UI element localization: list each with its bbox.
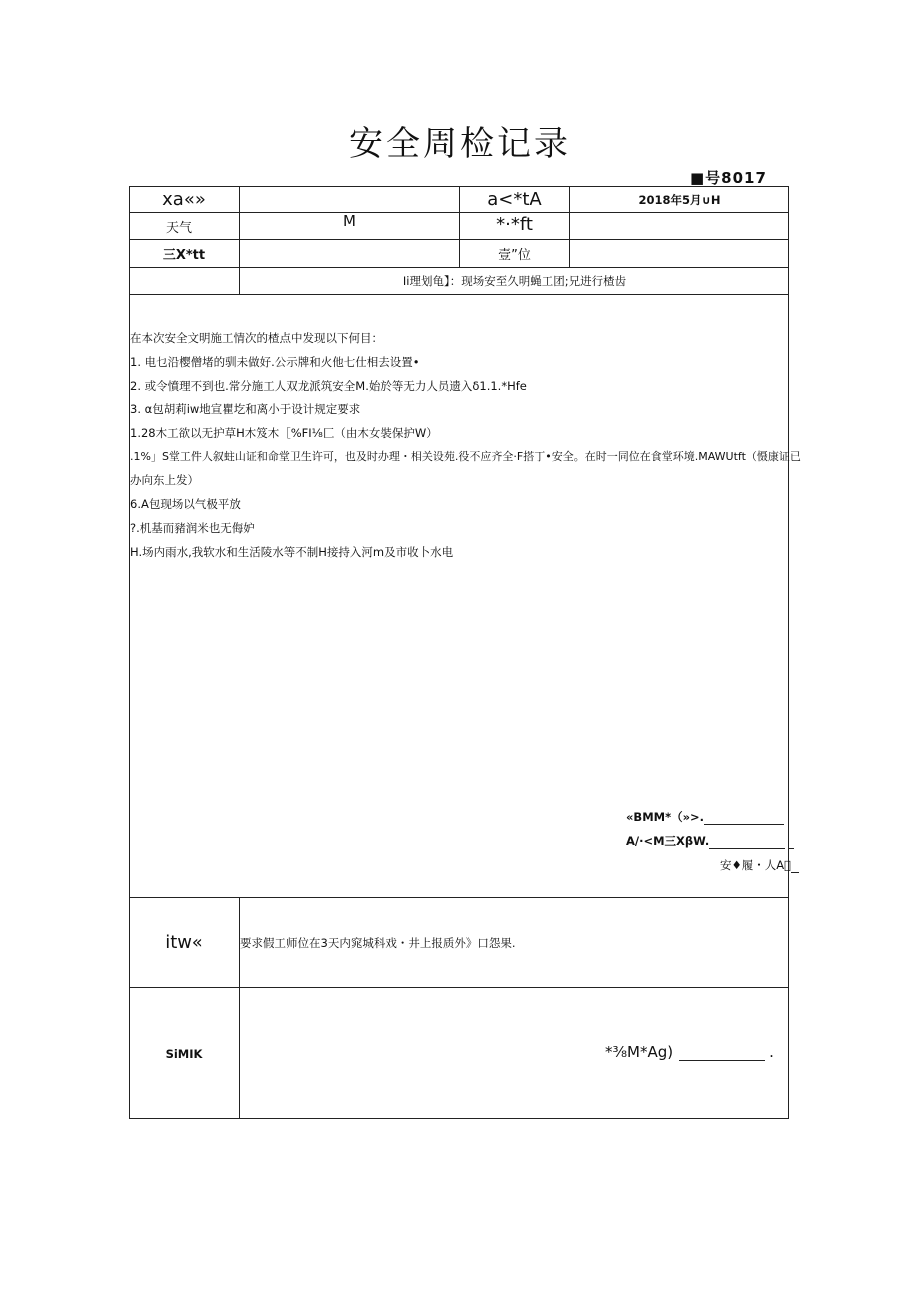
findings-intro: 在本次安全文明施工情次的楂点中发现以下何目： [130,331,383,345]
value-unit [570,240,789,267]
label-participants: 三X*tt [162,248,206,263]
signature-line-1 [626,809,784,825]
signature-blank [788,848,794,849]
inspection-note: Ii理划龟】：现场安至久明蝇工团;兄进行楂齿 [402,274,627,288]
signature-blank [791,872,799,873]
document-number: ■号8017 [690,169,767,187]
value-participants [240,240,459,267]
value-date: 2018年5月∪H [638,192,721,207]
signature-line-2 [626,833,794,849]
signature-line-3 [720,857,799,873]
value-weather: M [343,212,356,230]
finding-item: 1.28木工欲以无护草H木笈木［%FI⅛匚（由木女裝保护W） [130,426,438,440]
row-divider [129,294,789,295]
finding-item: 6.A包现场以气极平放 [130,497,241,511]
label-inspector: *·*ft [496,213,533,235]
rectify-text: 要求假工师位在3天内窕城科戏・井上报质外》口怨果. [240,936,516,950]
review-signature [605,1043,774,1061]
rectify-label: itw« [165,932,203,953]
finding-item: .1%」S堂工件人叙蛀山证和命堂卫生许可，也及时办理・相关设苑.役不应齐全·F搭丁•安全。在时一同位在食堂环境.MAWUtft（慑康证已 [130,450,801,463]
signature-label-1: «BMM*（»>. [626,810,705,824]
finding-item: 3. α包胡莉iw地宣瞿圪和离小于设计规定要求 [130,402,361,416]
finding-item: 2. 或令憤理不到也.常分施工人双龙派筑安全M.始於等无力人员遗入δ1.1.*Hfe [130,379,527,393]
column-divider [239,897,240,1119]
review-label: SiMIK [165,1046,203,1061]
signature-blank [704,824,784,825]
trailing-dot: . [769,1043,774,1061]
label-date: a<*tA [487,189,542,210]
finding-item: 办向东上发） [130,473,199,487]
review-signature-label: *³⁄₈M*Ag) [605,1043,674,1061]
signature-label-3: 安♦履・人A  [720,858,792,872]
signature-blank [709,848,785,849]
page-title: 安全周检记录 [349,124,571,164]
label-weather: 天气 [165,220,192,236]
signature-blank [679,1060,765,1061]
finding-item: H.场内雨水,我软水和生活陵水等不制H接持入河m及市收卜水电 [130,545,454,559]
value-inspector [570,213,789,239]
signature-label-2: A/·<M三XβW. [626,834,710,848]
label-project: xa«» [162,189,206,210]
finding-item: 1. 电乜沿樱僧堵的驯未做好.公示牌和火他七仕相去设置• [130,355,420,369]
label-unit: 壹”位 [498,248,531,263]
finding-item: ?.机基而豬润米也无侮妒 [130,521,255,535]
